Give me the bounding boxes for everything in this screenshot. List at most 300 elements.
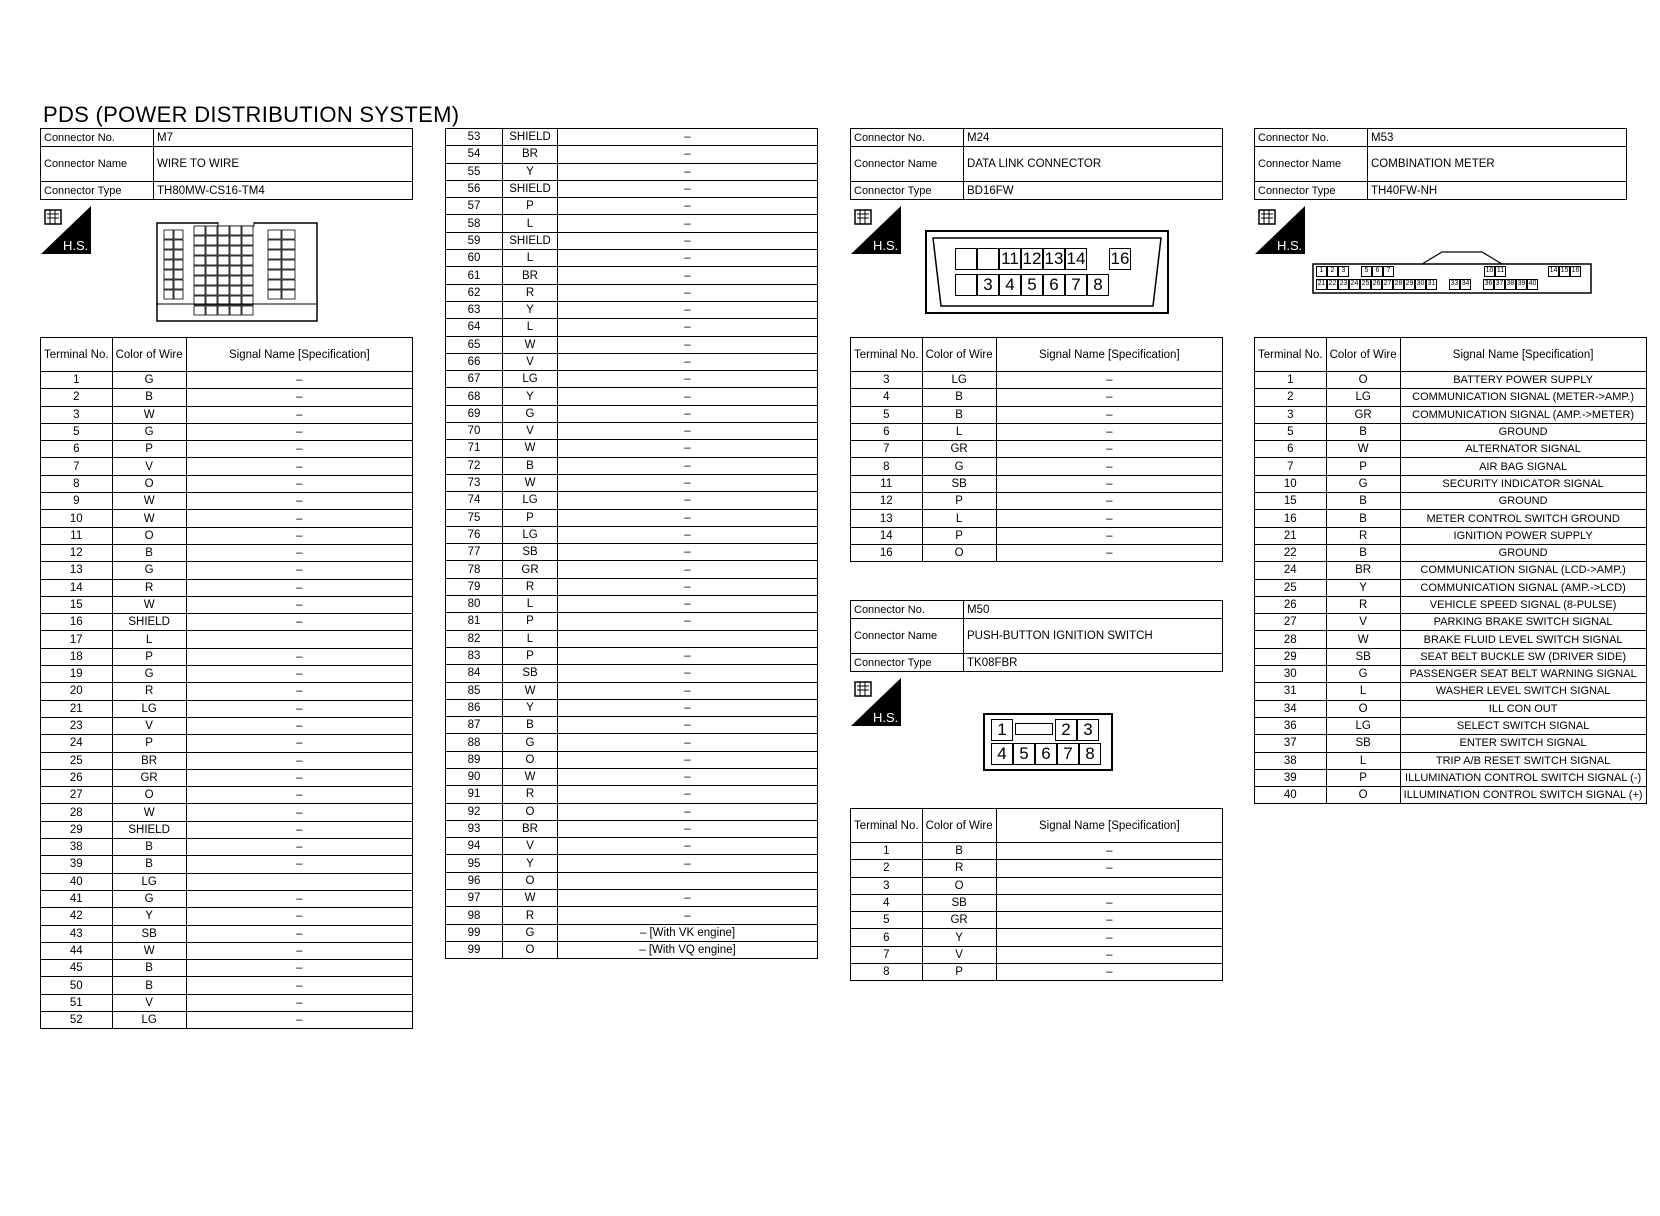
connector-pin: 7 <box>1383 266 1394 277</box>
connector-cavity <box>194 236 205 245</box>
wire-color-cell: SHIELD <box>112 821 186 838</box>
signal-name-cell: IGNITION POWER SUPPLY <box>1400 527 1646 544</box>
table-row <box>446 941 818 958</box>
table-row <box>446 803 818 820</box>
connector-pin: 27 <box>1382 279 1393 290</box>
signal-name-cell: ALTERNATOR SIGNAL <box>1400 441 1646 458</box>
table-row <box>1255 717 1647 734</box>
terminal-no-cell: 75 <box>446 509 503 526</box>
signal-name-cell: – <box>558 907 818 924</box>
signal-name-cell: – <box>558 146 818 163</box>
connector-cavity <box>268 280 281 289</box>
signal-name-cell: – <box>186 648 412 665</box>
signal-name-cell: – <box>186 890 412 907</box>
connector-pin: 6 <box>1035 743 1057 765</box>
table-row <box>851 423 1223 440</box>
terminal-no-cell: 99 <box>446 924 503 941</box>
wire-color-cell: G <box>112 372 186 389</box>
signal-name-cell: – <box>996 406 1222 423</box>
terminal-no-cell: 8 <box>41 475 113 492</box>
wire-color-cell: P <box>1326 769 1400 786</box>
connector-no-label: Connector No. <box>41 129 154 147</box>
table-row <box>1255 493 1647 510</box>
connector-pin: 23 <box>1338 279 1349 290</box>
harness-side-icon <box>851 206 901 254</box>
wire-color-cell: O <box>503 872 558 889</box>
signal-name-cell: – <box>558 578 818 595</box>
terminal-no-cell: 5 <box>1255 423 1327 440</box>
wire-color-cell: L <box>112 631 186 648</box>
signal-name-cell: – <box>558 717 818 734</box>
table-row <box>41 666 413 683</box>
connector-cavity <box>218 276 229 285</box>
wire-color-cell: O <box>1326 700 1400 717</box>
terminal-no-cell: 26 <box>41 769 113 786</box>
table-row <box>446 717 818 734</box>
terminal-no-cell: 45 <box>41 960 113 977</box>
connector-cavity <box>230 236 241 245</box>
table-row <box>446 492 818 509</box>
terminal-no-header: Terminal No. <box>851 809 923 843</box>
terminal-no-cell: 94 <box>446 838 503 855</box>
wire-color-cell: G <box>1326 666 1400 683</box>
connector-type-value: TK08FBR <box>964 654 1223 672</box>
connector-cavity <box>164 280 173 289</box>
wire-color-cell: Y <box>112 908 186 925</box>
table-row <box>41 821 413 838</box>
wire-color-cell: Y <box>922 929 996 946</box>
terminal-no-cell: 34 <box>1255 700 1327 717</box>
terminal-no-cell: 36 <box>1255 717 1327 734</box>
terminal-no-cell: 28 <box>41 804 113 821</box>
wire-color-cell: R <box>503 907 558 924</box>
signal-name-cell: – <box>558 665 818 682</box>
wire-color-cell: B <box>112 977 186 994</box>
table-row <box>446 267 818 284</box>
signal-name-cell: – <box>186 994 412 1011</box>
signal-name-cell: – <box>186 562 412 579</box>
signal-name-cell: SEAT BELT BUCKLE SW (DRIVER SIDE) <box>1400 648 1646 665</box>
wire-color-cell: B <box>1326 493 1400 510</box>
terminal-no-cell: 11 <box>851 475 923 492</box>
signal-name-cell: – <box>558 596 818 613</box>
wire-color-cell: B <box>1326 423 1400 440</box>
connector-pin: 25 <box>1360 279 1371 290</box>
wire-color-cell: P <box>503 198 558 215</box>
signal-name-cell: – <box>558 163 818 180</box>
terminal-no-cell: 79 <box>446 578 503 595</box>
terminal-no-cell: 1 <box>851 843 923 860</box>
terminal-no-cell: 27 <box>1255 614 1327 631</box>
table-row <box>851 860 1223 877</box>
connector-pin: 2 <box>1327 266 1338 277</box>
signal-name-cell: – <box>186 544 412 561</box>
wire-color-cell: L <box>503 630 558 647</box>
connector-cavity <box>174 260 183 269</box>
wire-color-cell: O <box>503 941 558 958</box>
terminal-no-cell: 64 <box>446 319 503 336</box>
wire-color-cell: SB <box>503 665 558 682</box>
connector-no-value: M7 <box>154 129 413 147</box>
signal-name-cell: – <box>186 458 412 475</box>
terminal-no-cell: 70 <box>446 423 503 440</box>
wire-color-cell: B <box>112 389 186 406</box>
connector-type-label: Connector Type <box>851 654 964 672</box>
table-row <box>446 405 818 422</box>
m7-info <box>40 128 413 200</box>
terminal-no-cell: 21 <box>41 700 113 717</box>
m50-terminal-table <box>850 808 1223 981</box>
terminal-no-cell: 38 <box>41 839 113 856</box>
m24-connector-outline <box>925 230 1169 314</box>
connector-cavity <box>164 270 173 279</box>
table-row <box>446 526 818 543</box>
signal-name-cell: ILLUMINATION CONTROL SWITCH SIGNAL (+) <box>1400 787 1646 804</box>
connector-cavity <box>242 226 253 235</box>
signal-name-cell: BRAKE FLUID LEVEL SWITCH SIGNAL <box>1400 631 1646 648</box>
terminal-no-cell: 20 <box>41 683 113 700</box>
table-row <box>1255 441 1647 458</box>
terminal-no-cell: 61 <box>446 267 503 284</box>
signal-name-cell: – <box>996 441 1222 458</box>
signal-name-cell: – <box>186 1011 412 1028</box>
signal-name-cell: – <box>996 544 1222 561</box>
wire-color-cell: V <box>503 838 558 855</box>
signal-name-cell: – <box>558 768 818 785</box>
wire-color-cell: V <box>503 353 558 370</box>
wire-color-cell: W <box>112 406 186 423</box>
wire-color-cell: SB <box>503 544 558 561</box>
terminal-no-cell: 38 <box>1255 752 1327 769</box>
signal-name-cell: – <box>186 942 412 959</box>
m7-connector-diagram <box>156 222 318 322</box>
wire-color-cell: B <box>1326 544 1400 561</box>
wire-color-cell: O <box>922 877 996 894</box>
signal-name-cell <box>558 872 818 889</box>
signal-name-cell: – <box>558 682 818 699</box>
connector-cavity <box>218 266 229 275</box>
wire-color-cell: P <box>112 648 186 665</box>
connector-pin: 16 <box>1110 249 1130 268</box>
table-row <box>1255 510 1647 527</box>
m53-info <box>1254 128 1627 200</box>
table-row <box>446 596 818 613</box>
terminal-no-cell: 74 <box>446 492 503 509</box>
wire-color-cell: R <box>112 579 186 596</box>
table-row <box>446 855 818 872</box>
signal-name-cell: – <box>558 319 818 336</box>
terminal-no-cell: 63 <box>446 301 503 318</box>
terminal-no-cell: 66 <box>446 353 503 370</box>
connector-cavity <box>206 236 217 245</box>
table-row <box>41 423 413 440</box>
wire-color-cell: GR <box>922 441 996 458</box>
wire-color-cell: O <box>1326 372 1400 389</box>
wire-color-cell: W <box>112 493 186 510</box>
table-row <box>41 458 413 475</box>
signal-name-cell <box>186 873 412 890</box>
connector-pin: 14 <box>1548 266 1559 277</box>
wire-color-cell: B <box>112 544 186 561</box>
signal-name-cell: – <box>186 579 412 596</box>
signal-name-cell: BATTERY POWER SUPPLY <box>1400 372 1646 389</box>
wire-color-cell: GR <box>1326 406 1400 423</box>
signal-name-cell: – <box>558 890 818 907</box>
harness-side-icon <box>851 678 901 726</box>
signal-name-cell: – <box>186 821 412 838</box>
wire-color-cell: Y <box>503 855 558 872</box>
svg-text:H.S.: H.S. <box>1277 238 1303 253</box>
terminal-no-cell: 51 <box>41 994 113 1011</box>
table-row <box>446 457 818 474</box>
wire-color-cell: V <box>503 423 558 440</box>
connector-cavity <box>174 250 183 259</box>
table-row <box>41 683 413 700</box>
wire-color-cell: BR <box>503 146 558 163</box>
terminal-no-cell: 90 <box>446 768 503 785</box>
signal-name-cell: SECURITY INDICATOR SIGNAL <box>1400 475 1646 492</box>
signal-name-cell: TRIP A/B RESET SWITCH SIGNAL <box>1400 752 1646 769</box>
connector-pin: 8 <box>1087 274 1109 296</box>
signal-name-cell: – <box>558 820 818 837</box>
table-row <box>446 129 818 146</box>
table-row <box>1255 596 1647 613</box>
connector-cavity <box>242 236 253 245</box>
wire-color-cell: V <box>112 994 186 1011</box>
connector-type-value: TH80MW-CS16-TM4 <box>154 182 413 200</box>
terminal-no-cell: 53 <box>446 129 503 146</box>
terminal-no-cell: 78 <box>446 561 503 578</box>
signal-name-cell: – <box>558 786 818 803</box>
connector-cavity <box>218 246 229 255</box>
wire-color-cell: G <box>112 423 186 440</box>
table-row <box>446 768 818 785</box>
signal-name-cell: – <box>558 838 818 855</box>
wire-color-cell: R <box>1326 596 1400 613</box>
signal-name-cell: – <box>558 215 818 232</box>
m50-info <box>850 600 1223 672</box>
connector-pin: 7 <box>1057 743 1079 765</box>
connector-pin: 15 <box>1559 266 1570 277</box>
signal-name-cell: – <box>996 493 1222 510</box>
terminal-no-cell: 7 <box>41 458 113 475</box>
signal-name-cell: – <box>558 129 818 146</box>
connector-cavity <box>282 280 295 289</box>
connector-cavity <box>206 226 217 235</box>
signal-name-cell: – <box>186 925 412 942</box>
signal-name-cell: COMMUNICATION SIGNAL (AMP.->METER) <box>1400 406 1646 423</box>
connector-pin: 2 <box>1055 719 1077 741</box>
wire-color-cell: Y <box>503 699 558 716</box>
wire-color-cell: L <box>503 250 558 267</box>
terminal-no-cell: 42 <box>41 908 113 925</box>
wire-color-cell: SB <box>922 475 996 492</box>
table-row <box>1255 787 1647 804</box>
wire-color-cell: R <box>112 683 186 700</box>
wire-color-cell: LG <box>503 526 558 543</box>
connector-cavity <box>206 276 217 285</box>
connector-pin: 5 <box>1021 274 1043 296</box>
terminal-no-cell: 7 <box>851 441 923 458</box>
connector-no-label: Connector No. <box>851 129 964 147</box>
wire-color-cell: LG <box>112 1011 186 1028</box>
terminal-no-cell: 12 <box>41 544 113 561</box>
signal-name-cell: – <box>558 440 818 457</box>
wire-color-cell: SB <box>1326 648 1400 665</box>
connector-pin: 6 <box>1043 274 1065 296</box>
connector-cavity <box>164 240 173 249</box>
signal-name-cell: – <box>558 388 818 405</box>
table-row <box>1255 544 1647 561</box>
terminal-no-cell: 30 <box>1255 666 1327 683</box>
terminal-no-cell: 8 <box>851 964 923 981</box>
connector-cavity <box>218 256 229 265</box>
terminal-no-cell: 14 <box>851 527 923 544</box>
terminal-no-cell: 22 <box>1255 544 1327 561</box>
connector-no-label: Connector No. <box>851 601 964 619</box>
connector-cavity <box>268 250 281 259</box>
wire-color-cell: SB <box>1326 735 1400 752</box>
signal-name-cell: WASHER LEVEL SWITCH SIGNAL <box>1400 683 1646 700</box>
table-row <box>41 562 413 579</box>
connector-pin: 5 <box>1013 743 1035 765</box>
wire-color-cell: G <box>503 405 558 422</box>
connector-cavity <box>242 266 253 275</box>
wire-color-cell: GR <box>922 912 996 929</box>
table-row <box>446 578 818 595</box>
terminal-no-header: Terminal No. <box>851 338 923 372</box>
wire-color-cell: P <box>922 527 996 544</box>
connector-cavity <box>206 286 217 295</box>
connector-pin: 4 <box>991 743 1013 765</box>
signal-name-cell: SELECT SWITCH SIGNAL <box>1400 717 1646 734</box>
color-of-wire-header: Color of Wire <box>112 338 186 372</box>
signal-name-cell: – <box>996 389 1222 406</box>
wire-color-cell: B <box>112 960 186 977</box>
terminal-no-cell: 1 <box>41 372 113 389</box>
terminal-no-cell: 5 <box>851 406 923 423</box>
connector-cavity <box>242 256 253 265</box>
wire-color-cell: G <box>112 562 186 579</box>
wire-color-cell: O <box>112 787 186 804</box>
page-title: PDS (POWER DISTRIBUTION SYSTEM) <box>43 102 460 127</box>
table-row <box>41 510 413 527</box>
table-row <box>446 665 818 682</box>
connector-pin: 29 <box>1404 279 1415 290</box>
table-row <box>446 319 818 336</box>
wire-color-cell: P <box>112 441 186 458</box>
table-row <box>41 752 413 769</box>
signal-name-cell: – <box>186 856 412 873</box>
table-row <box>1255 752 1647 769</box>
terminal-no-cell: 15 <box>41 596 113 613</box>
terminal-no-cell: 96 <box>446 872 503 889</box>
connector-cavity <box>218 306 229 315</box>
table-row <box>446 301 818 318</box>
terminal-no-cell: 97 <box>446 890 503 907</box>
connector-cavity <box>174 230 183 239</box>
table-row <box>446 613 818 630</box>
terminal-no-cell: 84 <box>446 665 503 682</box>
wire-color-cell: L <box>922 510 996 527</box>
connector-cavity <box>242 286 253 295</box>
terminal-no-cell: 3 <box>851 372 923 389</box>
connector-pin: 33 <box>1449 279 1460 290</box>
signal-name-cell: – <box>996 946 1222 963</box>
m24-connector-diagram <box>925 230 1169 314</box>
connector-pin: 10 <box>1484 266 1495 277</box>
table-row <box>446 682 818 699</box>
signal-name-cell: – <box>996 527 1222 544</box>
connector-cavity <box>194 286 205 295</box>
table-row <box>851 510 1223 527</box>
signal-name-cell: – <box>186 406 412 423</box>
signal-name-cell: – <box>558 647 818 664</box>
table-row <box>41 804 413 821</box>
connector-cavity <box>206 256 217 265</box>
table-row <box>851 946 1223 963</box>
terminal-no-header: Terminal No. <box>41 338 113 372</box>
terminal-no-cell: 40 <box>41 873 113 890</box>
connector-pin: 26 <box>1371 279 1382 290</box>
terminal-no-cell: 16 <box>1255 510 1327 527</box>
signal-name-header: Signal Name [Specification] <box>186 338 412 372</box>
table-row <box>446 561 818 578</box>
table-row <box>851 894 1223 911</box>
terminal-no-cell: 3 <box>41 406 113 423</box>
table-row <box>446 232 818 249</box>
table-row <box>1255 666 1647 683</box>
connector-cavity <box>194 276 205 285</box>
table-row <box>446 872 818 889</box>
table-row <box>851 406 1223 423</box>
table-row <box>851 877 1223 894</box>
empty-pin <box>977 248 999 270</box>
connector-pin: 13 <box>1044 249 1064 268</box>
m50-connector-diagram <box>983 713 1113 771</box>
table-row <box>1255 769 1647 786</box>
signal-name-cell: – [With VQ engine] <box>558 941 818 958</box>
wire-color-cell: SB <box>922 894 996 911</box>
signal-name-cell: – <box>186 423 412 440</box>
table-row <box>446 786 818 803</box>
signal-name-cell: – <box>186 735 412 752</box>
signal-name-cell: – <box>558 423 818 440</box>
signal-name-cell: – <box>186 908 412 925</box>
connector-cavity <box>194 256 205 265</box>
terminal-no-cell: 9 <box>41 493 113 510</box>
terminal-no-cell: 27 <box>41 787 113 804</box>
terminal-no-cell: 29 <box>41 821 113 838</box>
terminal-no-cell: 31 <box>1255 683 1327 700</box>
terminal-no-cell: 55 <box>446 163 503 180</box>
terminal-no-cell: 39 <box>41 856 113 873</box>
terminal-no-cell: 80 <box>446 596 503 613</box>
terminal-no-cell: 83 <box>446 647 503 664</box>
table-row <box>851 843 1223 860</box>
wire-color-cell: B <box>503 457 558 474</box>
connector-name-label: Connector Name <box>851 619 964 654</box>
terminal-no-cell: 85 <box>446 682 503 699</box>
terminal-no-cell: 1 <box>1255 372 1327 389</box>
table-row <box>851 458 1223 475</box>
terminal-no-cell: 19 <box>41 666 113 683</box>
table-row <box>446 146 818 163</box>
wire-color-cell: SHIELD <box>503 232 558 249</box>
connector-cavity <box>268 240 281 249</box>
terminal-no-cell: 76 <box>446 526 503 543</box>
connector-pin: 8 <box>1079 743 1101 765</box>
